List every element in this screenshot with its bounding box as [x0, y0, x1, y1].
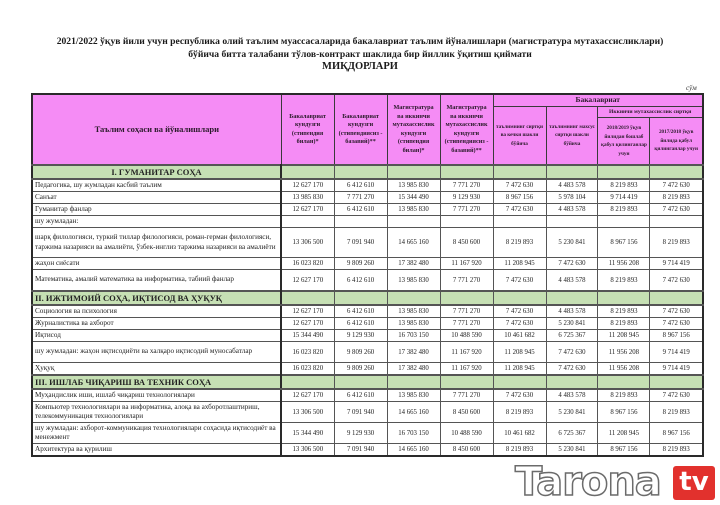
fee-value-cell: 8 219 893 — [650, 228, 703, 258]
section-empty-cell — [334, 291, 387, 305]
fee-value-cell: 16 023 820 — [281, 363, 334, 376]
fee-value-cell: 8 219 893 — [598, 305, 650, 318]
watermark-logo — [515, 459, 715, 505]
header-from-2018: 2018/2019 ўқув йилидан бошлаб қабул қилинганлар учун — [598, 118, 650, 166]
table-row — [32, 305, 703, 318]
fee-value-cell: 8 219 893 — [598, 318, 650, 330]
fee-value-cell: 6 412 610 — [334, 179, 387, 192]
fee-value-cell: 9 714 419 — [650, 363, 703, 376]
section-empty-cell — [493, 291, 546, 305]
table-row — [32, 192, 703, 204]
fee-value-cell: 15 344 490 — [281, 330, 334, 342]
fee-value-cell: 8 967 156 — [650, 330, 703, 342]
fee-value-cell: 4 483 578 — [546, 270, 598, 292]
section-empty-cell — [387, 291, 440, 305]
fee-value-cell: 6 412 610 — [334, 305, 387, 318]
section-empty-cell — [650, 291, 703, 305]
section-empty-cell — [281, 375, 334, 389]
table-row — [32, 270, 703, 292]
fee-value-cell: 7 771 270 — [440, 204, 493, 216]
table-row — [32, 216, 703, 228]
header-bach-day-no-stipend: Бакалавриат кундузги (стипендиясиз - базавий)** — [334, 94, 387, 165]
row-field-name: Иқтисод — [32, 330, 281, 342]
title-line-3: МИҚДОРЛАРИ — [322, 61, 398, 72]
fee-value-cell: 9 809 260 — [334, 258, 387, 270]
fee-value-cell: 7 472 630 — [546, 342, 598, 363]
table-header — [32, 94, 703, 165]
fee-value-cell: 6 412 610 — [334, 204, 387, 216]
table-row — [32, 258, 703, 270]
fee-value-cell: 11 208 945 — [493, 363, 546, 376]
fee-value-cell: 13 985 830 — [281, 192, 334, 204]
section-title: II. ИЖТИМОИЙ СОҲА, ИҚТИСОД ВА ҲУҚУҚ — [32, 291, 281, 305]
fee-value-cell: 8 219 893 — [598, 270, 650, 292]
fee-value-cell: 4 483 578 — [546, 179, 598, 192]
fee-value-cell: 4 483 578 — [546, 305, 598, 318]
title-line-2: бўйича битта талабани тўлов-контракт шаклида бир йиллик ўқитиш қиймати — [188, 48, 532, 60]
header-evening-part: таълимнинг сиртқи ва кечки шакли бўйича — [493, 107, 546, 166]
section-empty-cell — [281, 291, 334, 305]
fee-value-cell: 7 771 270 — [440, 318, 493, 330]
fee-value-cell: 7 091 940 — [334, 444, 387, 457]
fee-value-cell: 12 627 170 — [281, 305, 334, 318]
table-row — [32, 330, 703, 342]
fee-value-cell: 5 978 104 — [546, 192, 598, 204]
header-special-part: таълимнинг махсус сиртқи шакли бўйича — [546, 107, 598, 166]
table-row — [32, 342, 703, 363]
table-body — [32, 165, 703, 456]
table-row — [32, 402, 703, 423]
fee-value-cell: 7 472 630 — [493, 305, 546, 318]
fee-value-cell: 8 450 600 — [440, 228, 493, 258]
fee-value-cell: 13 985 830 — [387, 270, 440, 292]
section-row — [32, 375, 703, 389]
fee-value-cell: 10 488 590 — [440, 423, 493, 444]
row-field-name: Муҳандислик иши, ишлаб чиқариш технологиялари — [32, 389, 281, 402]
fee-value-cell: 8 219 893 — [493, 402, 546, 423]
fee-value-cell: 8 219 893 — [650, 192, 703, 204]
fee-value-cell: 12 627 170 — [281, 204, 334, 216]
fee-value-cell — [493, 216, 546, 228]
fee-value-cell: 7 472 630 — [650, 389, 703, 402]
fee-value-cell: 7 472 630 — [546, 363, 598, 376]
fee-value-cell: 8 219 893 — [493, 228, 546, 258]
fee-value-cell: 7 472 630 — [650, 305, 703, 318]
fee-value-cell: 8 450 600 — [440, 402, 493, 423]
fee-value-cell: 12 627 170 — [281, 179, 334, 192]
section-empty-cell — [440, 291, 493, 305]
fee-value-cell: 4 483 578 — [546, 389, 598, 402]
fee-value-cell: 7 472 630 — [650, 179, 703, 192]
fee-value-cell: 8 219 893 — [598, 204, 650, 216]
fee-value-cell: 7 771 270 — [440, 389, 493, 402]
fee-value-cell: 4 483 578 — [546, 204, 598, 216]
fee-value-cell: 11 956 208 — [598, 363, 650, 376]
fee-value-cell: 12 627 170 — [281, 318, 334, 330]
header-from-2017: 2017/2018 ўқув йилида қабул қилинганлар учун — [650, 118, 703, 166]
row-field-name: шу жумладан: — [32, 216, 281, 228]
fee-value-cell: 8 219 893 — [598, 179, 650, 192]
section-empty-cell — [493, 375, 546, 389]
fee-value-cell: 8 967 156 — [598, 228, 650, 258]
fee-value-cell — [598, 216, 650, 228]
fee-value-cell: 7 472 630 — [650, 318, 703, 330]
fee-value-cell: 16 703 150 — [387, 423, 440, 444]
fee-value-cell: 17 382 480 — [387, 258, 440, 270]
fee-value-cell: 16 023 820 — [281, 258, 334, 270]
section-empty-cell — [546, 165, 598, 179]
row-field-name: Журналистика ва ахборот — [32, 318, 281, 330]
fee-value-cell — [334, 216, 387, 228]
fee-value-cell: 13 985 830 — [387, 179, 440, 192]
fee-value-cell: 8 219 893 — [598, 389, 650, 402]
watermark-badge: tv — [673, 466, 715, 500]
table-row — [32, 318, 703, 330]
row-field-name: шу жумладан: жаҳон иқтисодиёти ва халқаро иқтисодий муносабатлар — [32, 342, 281, 363]
fee-value-cell: 16 703 150 — [387, 330, 440, 342]
fee-value-cell: 12 627 170 — [281, 389, 334, 402]
fee-value-cell: 15 344 490 — [281, 423, 334, 444]
fee-value-cell: 13 306 500 — [281, 228, 334, 258]
table-row — [32, 423, 703, 444]
fee-value-cell: 7 472 630 — [650, 270, 703, 292]
row-field-name: Ҳуқуқ — [32, 363, 281, 376]
section-empty-cell — [440, 165, 493, 179]
fee-value-cell: 7 472 630 — [493, 179, 546, 192]
section-empty-cell — [281, 165, 334, 179]
table-row — [32, 363, 703, 376]
fee-value-cell: 7 472 630 — [493, 270, 546, 292]
section-empty-cell — [334, 375, 387, 389]
section-empty-cell — [546, 375, 598, 389]
fee-value-cell: 10 488 590 — [440, 330, 493, 342]
row-field-name: Математика, амалий математика ва информатика, табиий фанлар — [32, 270, 281, 292]
fee-value-cell — [546, 216, 598, 228]
fee-value-cell: 5 230 841 — [546, 402, 598, 423]
fee-value-cell: 7 472 630 — [650, 204, 703, 216]
section-empty-cell — [440, 375, 493, 389]
fee-value-cell: 13 985 830 — [387, 318, 440, 330]
table-row — [32, 228, 703, 258]
fee-value-cell: 10 461 682 — [493, 330, 546, 342]
fee-value-cell — [650, 216, 703, 228]
fee-value-cell: 11 167 920 — [440, 258, 493, 270]
fee-value-cell: 11 167 920 — [440, 342, 493, 363]
fee-value-cell — [440, 216, 493, 228]
fee-value-cell: 13 306 500 — [281, 444, 334, 457]
row-field-name: Санъат — [32, 192, 281, 204]
fee-value-cell: 16 023 820 — [281, 342, 334, 363]
fee-value-cell: 11 167 920 — [440, 363, 493, 376]
fee-value-cell: 8 967 156 — [650, 423, 703, 444]
section-row — [32, 165, 703, 179]
currency-unit: сўм — [686, 84, 697, 92]
fee-value-cell: 10 461 682 — [493, 423, 546, 444]
title-line-1: 2021/2022 ўқув йили учун республика олий таълим муассасаларида бакалавриат таълим йўналишлари (магистратура мутахассисликлари) — [56, 36, 664, 47]
fee-value-cell: 11 208 945 — [598, 423, 650, 444]
section-empty-cell — [650, 375, 703, 389]
fee-value-cell: 7 472 630 — [493, 204, 546, 216]
table-row — [32, 444, 703, 457]
fee-value-cell: 8 219 893 — [650, 402, 703, 423]
section-row — [32, 291, 703, 305]
section-empty-cell — [650, 165, 703, 179]
fee-value-cell: 8 967 156 — [598, 444, 650, 457]
fee-value-cell: 6 412 610 — [334, 318, 387, 330]
fee-value-cell: 11 956 208 — [598, 342, 650, 363]
section-empty-cell — [598, 291, 650, 305]
fee-value-cell: 5 230 841 — [546, 228, 598, 258]
section-empty-cell — [493, 165, 546, 179]
fee-value-cell: 9 809 260 — [334, 342, 387, 363]
fee-value-cell: 9 714 419 — [650, 342, 703, 363]
fee-value-cell: 13 985 830 — [387, 389, 440, 402]
fee-value-cell: 6 412 610 — [334, 389, 387, 402]
fee-value-cell: 7 472 630 — [493, 318, 546, 330]
fee-value-cell: 14 665 160 — [387, 228, 440, 258]
fee-value-cell: 13 985 830 — [387, 204, 440, 216]
section-title: III. ИШЛАБ ЧИҚАРИШ ВА ТЕХНИК СОҲА — [32, 375, 281, 389]
header-field: Таълим соҳаси ва йўналишлари — [32, 94, 281, 165]
fee-value-cell: 7 771 270 — [440, 305, 493, 318]
fee-value-cell: 8 967 156 — [598, 402, 650, 423]
fee-value-cell: 14 665 160 — [387, 402, 440, 423]
header-second-degree-group: Иккинчи мутахассислик сиртқи — [598, 107, 703, 118]
fee-value-cell: 12 627 170 — [281, 270, 334, 292]
header-mag-stipend: Магистратура ва иккинчи мутахассислик кундузги (стипендия билан)* — [387, 94, 440, 165]
fee-value-cell: 9 129 930 — [440, 192, 493, 204]
fee-value-cell: 11 208 945 — [493, 342, 546, 363]
fee-value-cell: 8 219 893 — [493, 444, 546, 457]
fee-value-cell: 7 771 270 — [334, 192, 387, 204]
section-empty-cell — [387, 165, 440, 179]
section-empty-cell — [598, 375, 650, 389]
row-field-name: Педагогика, шу жумладан касбий таълим — [32, 179, 281, 192]
header-bachelor-group: Бакалавриат — [493, 94, 703, 107]
section-empty-cell — [387, 375, 440, 389]
row-field-name: шу жумладан: ахборот-коммуникация технологиялари соҳасида иқтисодиёт ва менежмент — [32, 423, 281, 444]
header-mag-no-stipend: Магистратура ва иккинчи мутахассислик кундузги (стипендиясиз - базавий)** — [440, 94, 493, 165]
fee-value-cell: 6 725 367 — [546, 423, 598, 444]
fee-value-cell: 8 219 893 — [650, 444, 703, 457]
fee-value-cell: 7 771 270 — [440, 179, 493, 192]
fee-value-cell: 17 382 480 — [387, 363, 440, 376]
fee-value-cell: 7 472 630 — [546, 258, 598, 270]
fee-value-cell: 8 967 156 — [493, 192, 546, 204]
fee-value-cell — [387, 216, 440, 228]
section-title: I. ГУМАНИТАР СОҲА — [32, 165, 281, 179]
table-row — [32, 389, 703, 402]
section-empty-cell — [334, 165, 387, 179]
fee-value-cell: 9 809 260 — [334, 363, 387, 376]
table-row — [32, 204, 703, 216]
document-title — [0, 36, 720, 74]
row-field-name: Социология ва психология — [32, 305, 281, 318]
fee-value-cell: 6 412 610 — [334, 270, 387, 292]
table-row — [32, 179, 703, 192]
fee-value-cell: 14 665 160 — [387, 444, 440, 457]
fee-value-cell: 7 472 630 — [493, 389, 546, 402]
tuition-fee-table — [31, 93, 704, 457]
header-bach-day-stipend: Бакалавриат кундузги (стипендия билан)* — [281, 94, 334, 165]
row-field-name: Архитектура ва қурилиш — [32, 444, 281, 457]
fee-value-cell: 9 129 930 — [334, 423, 387, 444]
fee-value-cell: 13 985 830 — [387, 305, 440, 318]
fee-value-cell: 15 344 490 — [387, 192, 440, 204]
fee-value-cell — [281, 216, 334, 228]
fee-value-cell: 7 091 940 — [334, 402, 387, 423]
fee-value-cell: 7 091 940 — [334, 228, 387, 258]
fee-value-cell: 5 230 841 — [546, 444, 598, 457]
fee-value-cell: 13 306 500 — [281, 402, 334, 423]
fee-value-cell: 11 208 945 — [598, 330, 650, 342]
section-empty-cell — [598, 165, 650, 179]
watermark-text: Tarona — [515, 459, 661, 505]
row-field-name: Компьютер технологиялари ва информатика, алоқа ва ахборотлаштириш, телекоммуникация технологиялари — [32, 402, 281, 423]
fee-value-cell: 9 714 419 — [650, 258, 703, 270]
fee-value-cell: 6 725 367 — [546, 330, 598, 342]
section-empty-cell — [546, 291, 598, 305]
fee-value-cell: 9 714 419 — [598, 192, 650, 204]
fee-value-cell: 9 129 930 — [334, 330, 387, 342]
fee-value-cell: 11 208 945 — [493, 258, 546, 270]
row-field-name: Гуманитар фанлар — [32, 204, 281, 216]
fee-value-cell: 7 771 270 — [440, 270, 493, 292]
fee-value-cell: 8 450 600 — [440, 444, 493, 457]
row-field-name: шарқ филологияси, туркий тиллар филологияси, роман-герман филологияси, таржима назарияси ва амалиёти, ўзбек-инглиз таржима назарияси ва амалиёти — [32, 228, 281, 258]
fee-value-cell: 5 230 841 — [546, 318, 598, 330]
row-field-name: жаҳон сиёсати — [32, 258, 281, 270]
fee-value-cell: 11 956 208 — [598, 258, 650, 270]
fee-value-cell: 17 382 480 — [387, 342, 440, 363]
